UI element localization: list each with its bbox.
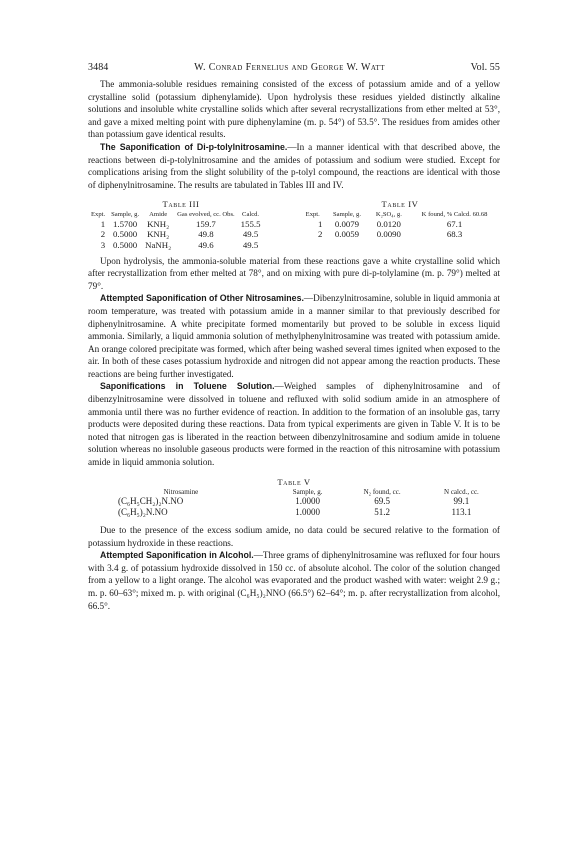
table-5 [88, 477, 500, 518]
table-row: 2 0.5000 KNH₂ 49.8 49.5 [100, 229, 259, 240]
table-caption: Table V [277, 476, 311, 487]
section-heading: Saponifications in Toluene Solution. [100, 381, 275, 392]
paragraph-ditolyl: The Saponification of Di-p-tolylnitrosamine.—In a manner identical with that described above, the reactions between di-p-tolylnitrosamine and the amides of potassium and sodium were studied. Except for complications arising from the slight solubility of the p-tolyl compound, the reactions are identical with those of diphenylnitrosamine. The results are tabulated in Tables III and IV. [88, 141, 500, 190]
table-row: (C₆H₅)₂N.NO 1.0000 51.2 113.1 [118, 507, 472, 518]
running-header [88, 62, 500, 78]
paragraph-other-nitrosamines: Attempted Saponification of Other Nitrosamines.—Dibenzylnitrosamine, soluble in liquid ammonia at room temperature, was treated with potassium amide in a manner similar to that previously described for diphenylnitrosamine. A white precipitate formed momentarily but proved to be soluble in excess liquid ammonia. Similarly, a liquid ammonia solution of methylphenylnitrosamine was treated with potassium amide. An orange colored precipitate was formed, which after being washed several times ignited when exposed to the air. In both of these cases potassium hydroxide and nitrogen did not appear among the reaction products. These reactions are being further investigated. [88, 293, 500, 379]
table-row: (C₆H₅CH₂)₂N.NO 1.0000 69.5 99.1 [118, 496, 470, 507]
volume-label: Vol. 55 [470, 62, 500, 73]
section-heading: The Saponification of Di-p-tolylnitrosamine. [100, 141, 288, 152]
column-header: Gas evolved, cc. Obs. [177, 211, 235, 219]
tables-3-4 [88, 199, 500, 250]
column-header: N calcd., cc. [444, 487, 479, 496]
paragraph-hydrolysis: Upon hydrolysis, the ammonia-soluble material from these reactions gave a white crystalline solid which after recrystallization from ether melted at 78°, and on mixing with pure di-p-tolylamine (m. p. 79°) melted at 79°. [88, 255, 500, 291]
column-header: Calcd. [242, 211, 260, 219]
column-header: K found, % Calcd. 60.68 [421, 211, 488, 219]
paragraph-residues: The ammonia-soluble residues remaining consisted of the excess of potassium amide and of a yellow crystalline solid (potassium diphenylamide). Upon hydrolysis these residues yielded distinctly alkaline solutions and insoluble white crystalline solids which after several recrystallizations from ether melted at 53°, and gave a mixed melting point with pure diphenylamine (m. p. 54°) of 53.5°. The residues from amides other than potassium gave identical results. [88, 79, 500, 140]
paragraph-toluene: Saponifications in Toluene Solution.—Weighed samples of diphenylnitrosamine and of dibenzylnitrosamine were dissolved in toluene and refluxed with solid sodium amide in an atmosphere of ammonia until there was no further evidence of reaction. In addition to the formation of an insoluble gas, tarry products were deposited during these reactions. Data from typical experiments are given in Table V. It is to be noted that nitrogen gas is liberated in the reaction between dibenzylnitrosamine and sodium amide in toluene solution whereas no insoluble gaseous products were formed in the reaction of this nitrosamine with potassium amide in liquid ammonia solution. [88, 381, 501, 468]
column-header: Sample, g. [292, 487, 323, 496]
running-authors: W. Conrad Fernelius and George W. Watt [194, 62, 385, 73]
table-row: 1 0.0079 0.0120 67.1 [318, 218, 463, 229]
column-header: K₂SO₄, g. [375, 211, 402, 219]
table-row: 2 0.0059 0.0090 68.3 [318, 229, 463, 240]
table-row: 1 1.5700 KNH₂ 159.7 155.5 [100, 218, 261, 229]
section-heading: Attempted Saponification in Alcohol. [100, 550, 254, 561]
section-heading: Attempted Saponification of Other Nitrosamines. [100, 293, 304, 304]
column-header: Nitrosamine [163, 487, 199, 496]
column-header: N₂ found, cc. [363, 487, 401, 496]
column-header: Sample, g. [111, 211, 140, 219]
column-header: Sample, g. [332, 211, 362, 219]
paragraph-excess-amide: Due to the presence of the excess sodium amide, no data could be secured relative to the formation of potassium hydroxide in these reactions. [88, 525, 500, 548]
table-4 [300, 199, 500, 250]
journal-page [88, 62, 500, 612]
table-caption: Table III [162, 199, 200, 210]
column-header: Expt. [91, 211, 106, 219]
table-row: 3 0.5000 NaNH₂ 49.6 49.5 [100, 239, 259, 250]
page-number: 3484 [88, 62, 109, 73]
column-header: Amide [149, 211, 168, 219]
table-caption: Table IV [381, 199, 419, 210]
table-3 [88, 199, 274, 250]
paragraph-alcohol: Attempted Saponification in Alcohol.—Three grams of diphenylnitrosamine was refluxed for four hours with 3.4 g. of potassium hydroxide dissolved in 150 cc. of absolute alcohol. The color of the solution changed from a yellow to a light orange. The alcohol was evaporated and the product washed with water: weight 2.9 g.; m. p. 60–63°; mixed m. p. with original (C₆H₅)₂NNO (66.5°) 62–64°; m. p. after recrystallization from alcohol, 66.5°. [88, 550, 500, 611]
column-header: Expt. [305, 211, 320, 219]
